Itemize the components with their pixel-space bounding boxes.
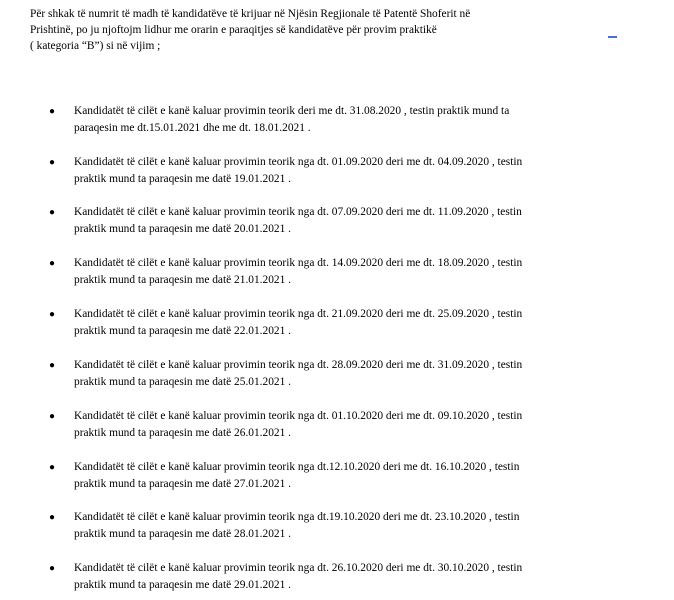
bullet-icon: ● (49, 462, 56, 473)
list-item-line-2: praktik mund ta paraqesin me datë 27.01.2021 . (74, 478, 292, 490)
bullet-icon: ● (49, 157, 56, 168)
bullet-icon: ● (49, 411, 56, 422)
list-item-line-2: praktik mund ta paraqesin me datë 21.01.2021 . (74, 274, 292, 286)
bullet-icon: ● (49, 360, 56, 371)
list-item-line-1: Kandidatët të cilët e kanë kaluar provimin teorik deri me dt. 31.08.2020 , testin praktik mund ta (74, 105, 510, 117)
list-item-line-1: Kandidatët të cilët e kanë kaluar provimin teorik nga dt. 26.10.2020 deri me dt. 30.10.2020 , testin (74, 562, 523, 574)
intro-paragraph[interactable] (30, 6, 590, 54)
list-item-line-2: praktik mund ta paraqesin me datë 26.01.2021 . (74, 427, 292, 439)
list-item-line-1: Kandidatët të cilët e kanë kaluar provimin teorik nga dt. 01.09.2020 deri me dt. 04.09.2020 , testin (74, 156, 523, 168)
bullet-icon: ● (49, 309, 56, 320)
bullet-icon: ● (49, 207, 56, 218)
list-item-line-1: Kandidatët të cilët e kanë kaluar provimin teorik nga dt. 14.09.2020 deri me dt. 18.09.2020 , testin (74, 257, 523, 269)
intro-line-1: Për shkak të numrit të madh të kandidatëve të krijuar në Njësin Regjionale të Patentë Shoferit në (30, 8, 471, 20)
bullet-icon: ● (49, 563, 56, 574)
list-item-line-1: Kandidatët të cilët e kanë kaluar provimin teorik nga dt. 07.09.2020 deri me dt. 11.09.2020 , testin (74, 206, 522, 218)
list-item-line-2: praktik mund ta paraqesin me datë 22.01.2021 . (74, 325, 292, 337)
list-item-line-2: praktik mund ta paraqesin me datë 20.01.2021 . (74, 223, 292, 235)
bullet-icon: ● (49, 512, 56, 523)
list-item-line-1: Kandidatët të cilët e kanë kaluar provimin teorik nga dt. 01.10.2020 deri me dt. 09.10.2020 , testin (74, 410, 523, 422)
list-item-line-2: praktik mund ta paraqesin me datë 19.01.2021 . (74, 173, 292, 185)
bullet-icon: ● (49, 106, 56, 117)
list-item-line-1: Kandidatët të cilët e kanë kaluar provimin teorik nga dt.19.10.2020 deri me dt. 23.10.2020 , testin (74, 511, 520, 523)
list-item-line-2: praktik mund ta paraqesin me datë 25.01.2021 . (74, 376, 292, 388)
bullet-icon: ● (49, 258, 56, 269)
intro-line-2: Prishtinë, po ju njoftojm lidhur me orarin e paraqitjes së kandidatëve për provim praktikë (30, 24, 437, 36)
list-item-line-1: Kandidatët të cilët e kanë kaluar provimin teorik nga dt.12.10.2020 deri me dt. 16.10.2020 , testin (74, 461, 520, 473)
intro-line-3: ( kategoria “B”) si në vijim ; (30, 40, 161, 52)
list-item-line-1: Kandidatët të cilët e kanë kaluar provimin teorik nga dt. 28.09.2020 deri me dt. 31.09.2020 , testin (74, 359, 523, 371)
paragraph-mark (608, 30, 617, 38)
list-item-line-2: praktik mund ta paraqesin me datë 28.01.2021 . (74, 528, 292, 540)
list-item-line-2: praktik mund ta paraqesin me datë 29.01.2021 . (74, 579, 292, 591)
list-item-line-2: paraqesin me dt.15.01.2021 dhe me dt. 18.01.2021 . (74, 122, 311, 134)
list-item-line-1: Kandidatët të cilët e kanë kaluar provimin teorik nga dt. 21.09.2020 deri me dt. 25.09.2020 , testin (74, 308, 523, 320)
